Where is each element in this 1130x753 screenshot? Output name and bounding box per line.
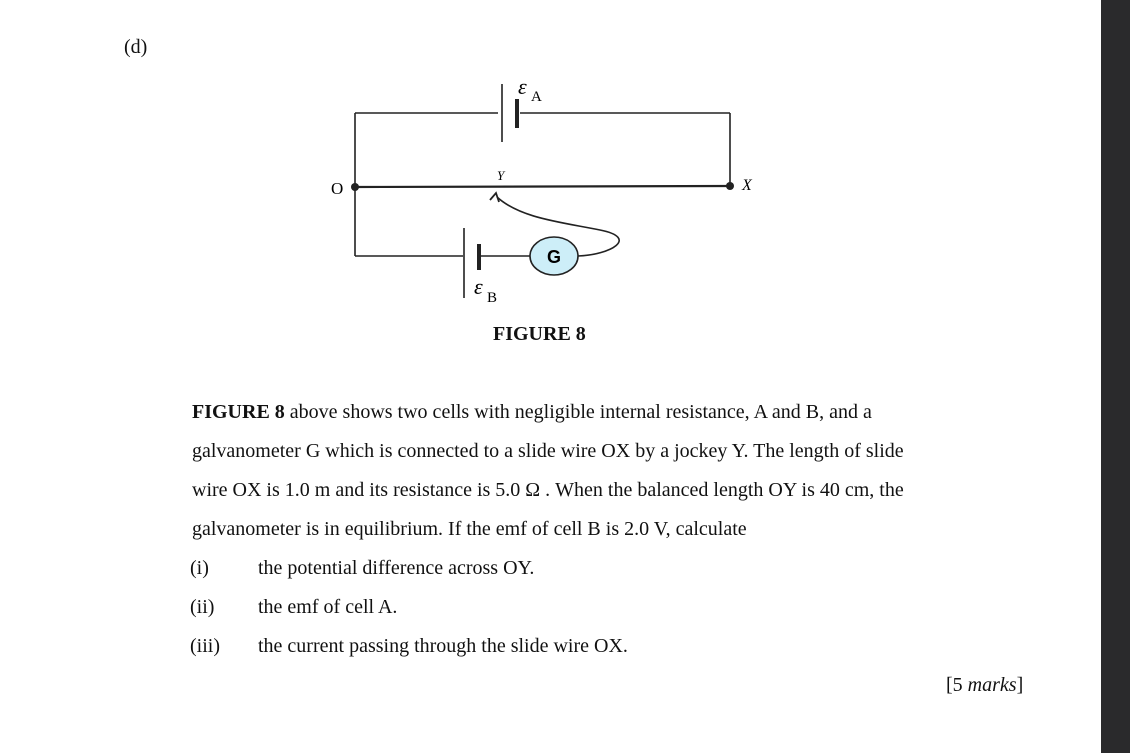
item-text: the emf of cell A.	[258, 596, 398, 618]
node-x-dot	[726, 182, 734, 190]
circuit-diagram	[0, 0, 1100, 320]
question-line-4: galvanometer is in equilibrium. If the emf of cell B is 2.0 V, calculate	[192, 518, 747, 540]
jockey-arrow-icon	[490, 193, 499, 202]
figure-caption: FIGURE 8	[493, 323, 586, 345]
node-x-label: X	[742, 177, 752, 194]
node-o-dot	[351, 183, 359, 191]
question-line-1-text: above shows two cells with negligible internal resistance, A and B, and a	[284, 401, 872, 423]
slide-wire-ox	[355, 186, 730, 187]
emf-b-symbol: ε	[474, 274, 483, 299]
marks-open: [5	[946, 674, 968, 696]
item-number: (iii)	[190, 635, 220, 657]
question-line-2: galvanometer G which is connected to a slide wire OX by a jockey Y. The length of slide	[192, 440, 904, 462]
circuit-wires	[355, 113, 730, 256]
node-o-label: O	[331, 179, 344, 198]
part-label: (d)	[124, 36, 148, 58]
side-scroll-strip	[1101, 0, 1130, 753]
question-line-3: wire OX is 1.0 m and its resistance is 5.0 Ω . When the balanced length OY is 40 cm, the	[192, 479, 904, 501]
emf-b-subscript: B	[487, 290, 498, 306]
question-line-1	[192, 401, 872, 424]
item-number: (ii)	[190, 596, 215, 618]
galvanometer-label: G	[546, 247, 562, 267]
figure-reference: FIGURE 8	[192, 401, 285, 423]
item-text: the potential difference across OY.	[258, 557, 535, 579]
emf-a-subscript: A	[531, 89, 542, 105]
jockey-y-label: Y	[497, 168, 505, 183]
marks-allocation	[946, 674, 1023, 697]
item-number: (i)	[190, 557, 209, 579]
item-text: the current passing through the slide wire OX.	[258, 635, 628, 657]
marks-close: ]	[1016, 674, 1024, 696]
emf-a-symbol: ε	[518, 74, 527, 99]
marks-word: marks	[967, 674, 1017, 696]
